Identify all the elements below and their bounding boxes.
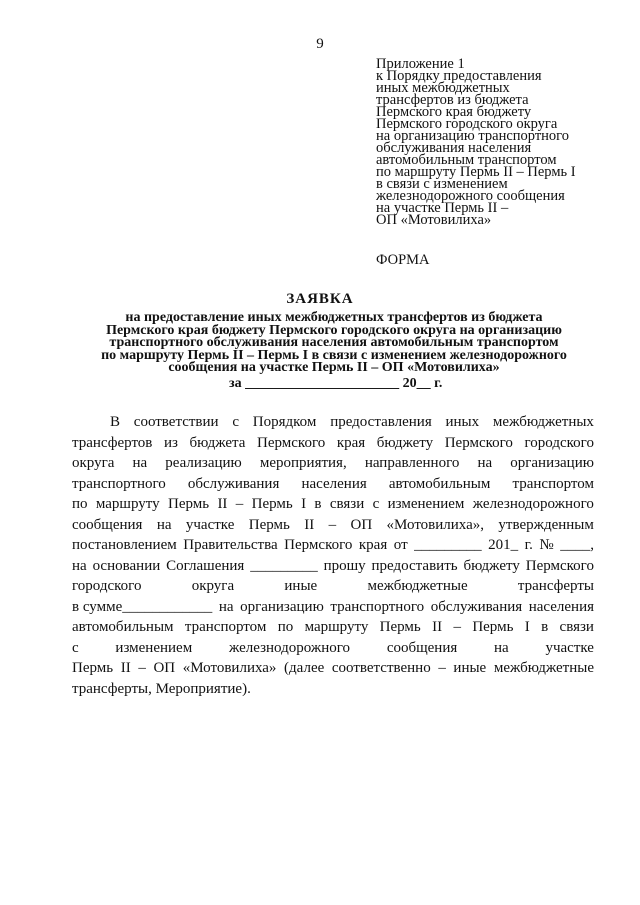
body-word: иные	[453, 660, 487, 676]
subtitle-line: транспортного обслуживания населения автомобильным транспортом	[109, 335, 559, 350]
body-line	[72, 433, 594, 454]
body-word: Пермь	[251, 496, 293, 512]
page-number: 9	[316, 36, 324, 52]
body-word: сообщения	[386, 639, 458, 656]
body-line	[72, 617, 594, 638]
body-word: городского	[524, 434, 594, 451]
body-word: г.	[524, 537, 533, 553]
document-subtitle	[74, 312, 594, 375]
body-word: иные	[284, 578, 318, 594]
body-word: _________	[414, 537, 482, 553]
body-word: населения	[528, 598, 594, 615]
body-word: ____,	[560, 537, 594, 553]
body-word: направленного	[364, 455, 460, 471]
body-word: автомобильным	[72, 619, 174, 635]
body-word: сообщения	[72, 516, 143, 533]
body-paragraph	[72, 412, 594, 699]
body-word: I	[524, 619, 530, 635]
body-word: II	[217, 496, 228, 512]
body-word: от	[393, 537, 408, 553]
body-word: предоставления	[330, 414, 432, 430]
body-word: трансферты, Мероприятие).	[72, 680, 251, 697]
body-word: –	[438, 660, 446, 676]
body-word: бюджету	[376, 434, 434, 451]
body-line	[72, 556, 594, 577]
body-word: на	[156, 516, 172, 533]
body-line	[72, 576, 594, 597]
body-word: железнодорожного	[472, 496, 594, 512]
body-word: участке	[545, 639, 594, 656]
body-word: 201_	[488, 537, 519, 553]
body-word: обслуживания	[187, 475, 280, 492]
body-word: обслуживания	[430, 598, 523, 615]
body-word: с	[232, 414, 240, 430]
body-word: бюджета	[189, 434, 246, 451]
body-word: на	[72, 557, 87, 574]
body-word: прошу	[323, 557, 366, 574]
body-word: железнодорожного	[228, 639, 351, 656]
body-word: трансферты	[517, 578, 594, 594]
body-word: по	[277, 619, 294, 635]
body-line	[72, 494, 594, 515]
body-word: связи	[559, 619, 594, 635]
body-word: городского	[72, 578, 142, 594]
body-word: Пермь	[167, 496, 210, 512]
body-word: –	[138, 660, 146, 676]
appendix-line: на организацию транспортного	[376, 128, 570, 144]
appendix-line: автомобильным транспортом	[376, 152, 557, 168]
body-word: Соглашения	[166, 557, 245, 574]
body-word: на	[132, 455, 148, 471]
body-word: ОП	[153, 660, 176, 676]
body-word: (далее	[284, 660, 325, 676]
appendix-line: иных межбюджетных	[376, 80, 510, 96]
body-word: Пермь	[72, 660, 114, 676]
body-line	[72, 474, 594, 495]
body-word: организацию	[240, 598, 324, 615]
body-word: участке	[185, 516, 235, 533]
appendix-header	[376, 58, 616, 226]
body-word: I	[301, 496, 307, 512]
body-word: Пермь	[248, 516, 290, 533]
body-word: постановлением	[72, 537, 177, 553]
body-word: транспортом	[184, 619, 267, 635]
body-word: в	[541, 619, 549, 635]
appendix-line: Приложение 1	[376, 56, 465, 72]
body-word: соответствии	[133, 414, 219, 430]
body-word: утвержденным	[498, 516, 594, 533]
body-word: предоставить	[371, 557, 458, 574]
body-word: межбюджетные	[493, 660, 594, 676]
subtitle-line: Пермского края бюджету Пермского городского округа на организацию	[106, 322, 562, 338]
body-line	[72, 638, 594, 659]
body-word: «Мотовилиха»	[182, 660, 277, 676]
body-word: –	[328, 516, 337, 533]
body-word: бюджету	[463, 557, 520, 574]
body-word: изменением	[387, 496, 465, 512]
body-word: края	[358, 537, 388, 553]
appendix-line: ОП «Мотовилиха»	[376, 212, 492, 228]
body-line	[72, 412, 594, 433]
subtitle-line: на предоставление иных межбюджетных трансфертов из бюджета	[125, 310, 543, 325]
body-word: трансфертов	[72, 434, 153, 451]
body-word: Пермь	[379, 619, 421, 635]
body-word: Пермского	[284, 537, 353, 553]
appendix-line: на участке Пермь II –	[376, 200, 509, 216]
form-label: ФОРМА	[376, 252, 430, 268]
appendix-line: Пермского городского округа	[376, 116, 558, 132]
body-word: на	[494, 639, 509, 656]
body-word: в сумме____________	[72, 598, 213, 615]
body-word: реализацию	[165, 455, 242, 471]
body-word: изменением	[115, 639, 193, 656]
body-line	[72, 658, 594, 679]
appendix-line: трансфертов из бюджета	[376, 92, 529, 108]
body-word: по	[72, 496, 88, 512]
body-word: иных	[445, 414, 480, 430]
body-word: –	[453, 619, 461, 635]
body-word: края	[336, 434, 366, 451]
body-word: Правительства	[183, 537, 278, 553]
body-word: Порядком	[252, 414, 317, 430]
body-word: межбюджетные	[367, 578, 468, 594]
body-line	[72, 515, 594, 536]
body-line	[72, 597, 594, 618]
body-line	[72, 679, 594, 700]
body-word: маршруту	[304, 619, 369, 635]
body-word: мероприятия,	[259, 455, 347, 471]
body-word: Пермь	[472, 619, 514, 635]
body-word: Пермского	[525, 557, 594, 574]
body-word: соответственно	[331, 660, 431, 676]
appendix-line: в связи с изменением	[376, 176, 508, 192]
body-word: транспортного	[72, 475, 166, 492]
body-word: ОП	[350, 516, 373, 533]
body-word: на	[218, 598, 234, 615]
body-line	[72, 535, 594, 556]
body-word: связи	[329, 496, 365, 512]
period-line: за ______________________ 20__ г.	[229, 376, 443, 391]
body-word: II	[304, 516, 315, 533]
body-word: населения	[301, 475, 367, 492]
body-word: Пермского	[257, 434, 326, 451]
appendix-line: к Порядку предоставления	[376, 68, 542, 84]
body-word: транспортом	[512, 475, 594, 492]
body-word: «Мотовилиха»,	[386, 516, 485, 533]
document-title: ЗАЯВКА	[286, 291, 354, 307]
body-word: маршруту	[95, 496, 160, 512]
subtitle-line: сообщения на участке Пермь II – ОП «Мотовилиха»	[168, 360, 500, 375]
body-word: округа	[72, 455, 115, 471]
body-word: –	[235, 496, 244, 512]
body-word: В	[110, 414, 121, 430]
body-word: округа	[191, 578, 235, 594]
body-word: основании	[92, 557, 161, 574]
body-word: в	[314, 496, 322, 512]
body-word: на	[477, 455, 493, 471]
body-word: _________	[250, 557, 318, 574]
body-word: №	[539, 537, 554, 553]
body-word: межбюджетных	[492, 414, 594, 430]
body-word: с	[72, 639, 79, 656]
body-word: автомобильным	[388, 475, 491, 492]
subtitle-line: по маршруту Пермь II – Пермь I в связи с изменением железнодорожного	[101, 347, 567, 363]
appendix-line: обслуживания населения	[376, 140, 532, 156]
body-word: транспортного	[330, 598, 425, 615]
body-word: организацию	[510, 455, 594, 471]
body-word: II	[120, 660, 131, 676]
appendix-line: железнодорожного сообщения	[376, 188, 565, 204]
body-word: Пермского	[444, 434, 513, 451]
body-word: с	[372, 496, 380, 512]
body-word: из	[163, 434, 178, 451]
body-line	[72, 453, 594, 474]
appendix-line: по маршруту Пермь II – Пермь I	[376, 164, 576, 180]
appendix-line: Пермского края бюджету	[376, 104, 532, 120]
body-word: II	[432, 619, 443, 635]
